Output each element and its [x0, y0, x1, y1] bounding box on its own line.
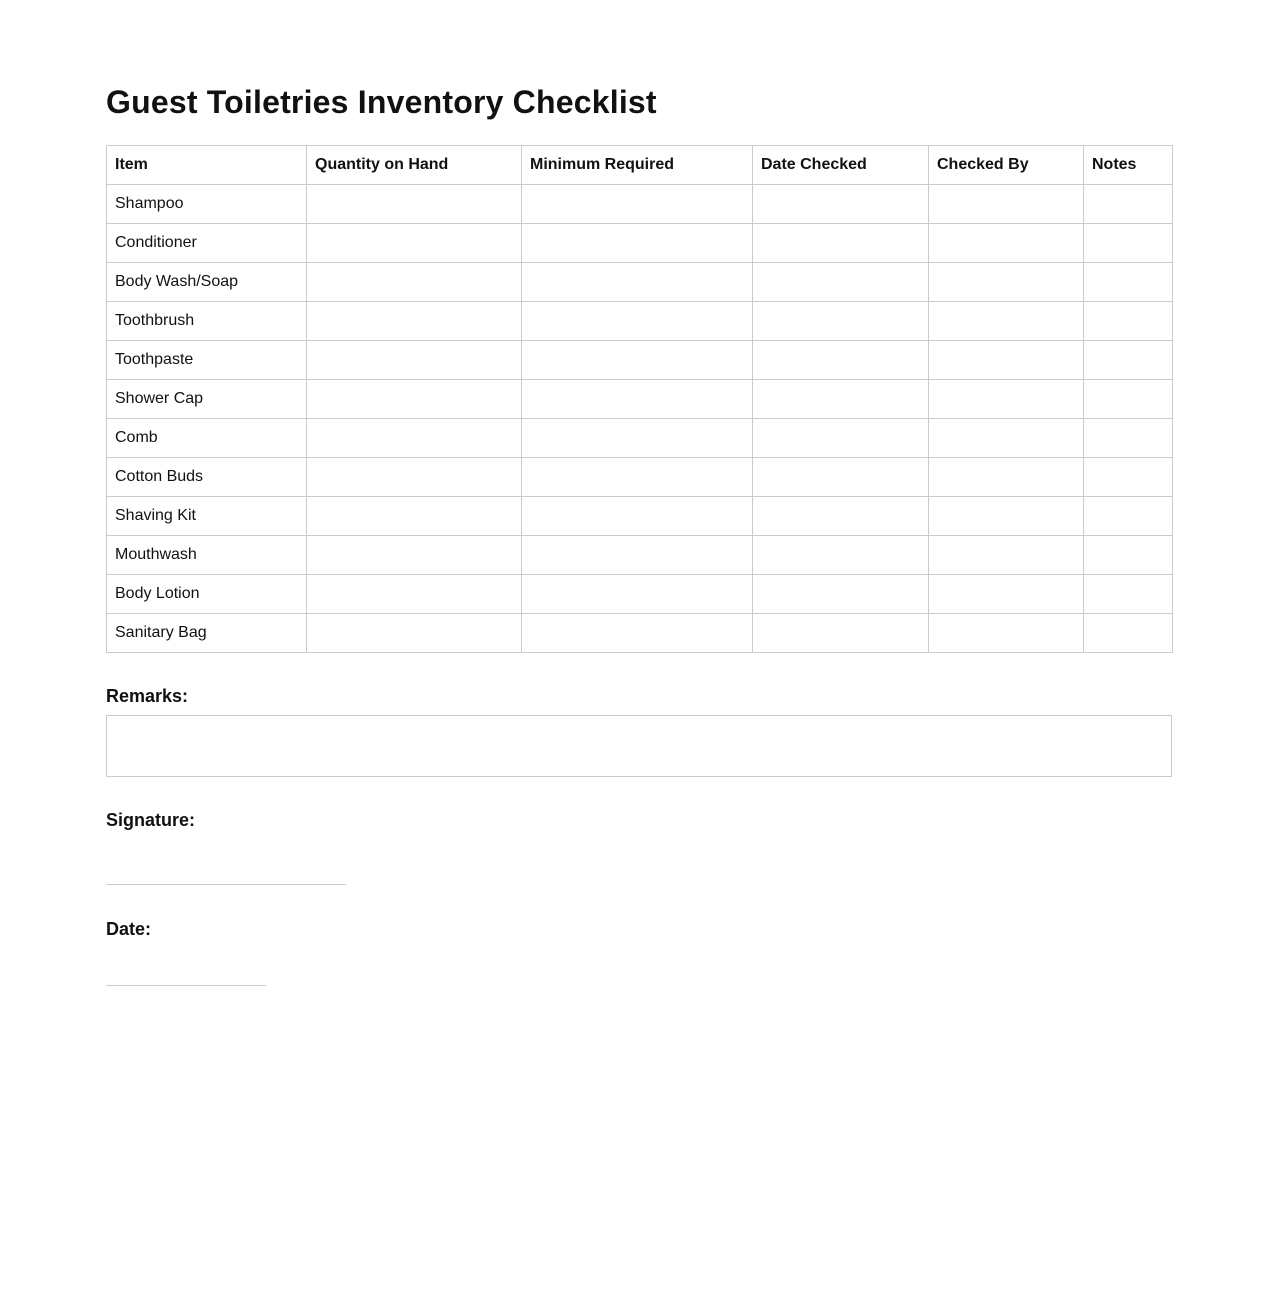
notes-cell[interactable]: [1084, 614, 1173, 653]
table-row: [107, 224, 1173, 263]
minimum-required-cell[interactable]: [522, 614, 753, 653]
item-cell: Cotton Buds: [107, 458, 307, 497]
checked-by-cell[interactable]: [929, 302, 1084, 341]
date-checked-cell[interactable]: [753, 458, 929, 497]
date-checked-cell[interactable]: [753, 263, 929, 302]
minimum-required-cell[interactable]: [522, 302, 753, 341]
item-cell: Comb: [107, 419, 307, 458]
notes-cell[interactable]: [1084, 536, 1173, 575]
quantity-on-hand-cell[interactable]: [307, 380, 522, 419]
column-header-item: Item: [107, 146, 307, 185]
table-header-row: [107, 146, 1173, 185]
checked-by-cell[interactable]: [929, 419, 1084, 458]
quantity-on-hand-cell[interactable]: [307, 497, 522, 536]
quantity-on-hand-cell[interactable]: [307, 614, 522, 653]
date-checked-cell[interactable]: [753, 536, 929, 575]
table-row: [107, 575, 1173, 614]
notes-cell[interactable]: [1084, 419, 1173, 458]
table-row: [107, 497, 1173, 536]
minimum-required-cell[interactable]: [522, 185, 753, 224]
item-cell: Conditioner: [107, 224, 307, 263]
minimum-required-cell[interactable]: [522, 419, 753, 458]
notes-cell[interactable]: [1084, 341, 1173, 380]
table-row: [107, 614, 1173, 653]
quantity-on-hand-cell[interactable]: [307, 458, 522, 497]
table-row: [107, 458, 1173, 497]
item-cell: Body Wash/Soap: [107, 263, 307, 302]
minimum-required-cell[interactable]: [522, 224, 753, 263]
quantity-on-hand-cell[interactable]: [307, 341, 522, 380]
checked-by-cell[interactable]: [929, 263, 1084, 302]
minimum-required-cell[interactable]: [522, 341, 753, 380]
checked-by-cell[interactable]: [929, 185, 1084, 224]
page-title: Guest Toiletries Inventory Checklist: [106, 84, 657, 120]
column-header-minimum-required: Minimum Required: [522, 146, 753, 185]
minimum-required-cell[interactable]: [522, 575, 753, 614]
table-row: [107, 341, 1173, 380]
date-checked-cell[interactable]: [753, 575, 929, 614]
remarks-box[interactable]: [106, 715, 1172, 777]
notes-cell[interactable]: [1084, 302, 1173, 341]
minimum-required-cell[interactable]: [522, 458, 753, 497]
item-cell: Sanitary Bag: [107, 614, 307, 653]
checked-by-cell[interactable]: [929, 458, 1084, 497]
date-checked-cell[interactable]: [753, 185, 929, 224]
quantity-on-hand-cell[interactable]: [307, 224, 522, 263]
item-cell: Toothbrush: [107, 302, 307, 341]
table-row: [107, 185, 1173, 224]
column-header-checked-by: Checked By: [929, 146, 1084, 185]
table-row: [107, 419, 1173, 458]
notes-cell[interactable]: [1084, 575, 1173, 614]
table-row: [107, 380, 1173, 419]
date-checked-cell[interactable]: [753, 614, 929, 653]
table-row: [107, 536, 1173, 575]
quantity-on-hand-cell[interactable]: [307, 302, 522, 341]
notes-cell[interactable]: [1084, 497, 1173, 536]
quantity-on-hand-cell[interactable]: [307, 185, 522, 224]
quantity-on-hand-cell[interactable]: [307, 419, 522, 458]
inventory-table: [106, 145, 1173, 653]
notes-cell[interactable]: [1084, 224, 1173, 263]
column-header-date-checked: Date Checked: [753, 146, 929, 185]
notes-cell[interactable]: [1084, 458, 1173, 497]
date-checked-cell[interactable]: [753, 224, 929, 263]
item-cell: Shaving Kit: [107, 497, 307, 536]
item-cell: Mouthwash: [107, 536, 307, 575]
date-checked-cell[interactable]: [753, 341, 929, 380]
item-cell: Shampoo: [107, 185, 307, 224]
signature-line[interactable]: [106, 884, 346, 885]
date-label: Date:: [106, 919, 152, 939]
minimum-required-cell[interactable]: [522, 536, 753, 575]
notes-cell[interactable]: [1084, 380, 1173, 419]
minimum-required-cell[interactable]: [522, 263, 753, 302]
item-cell: Toothpaste: [107, 341, 307, 380]
signature-label: Signature:: [106, 810, 196, 830]
minimum-required-cell[interactable]: [522, 380, 753, 419]
checked-by-cell[interactable]: [929, 224, 1084, 263]
date-line[interactable]: [106, 985, 266, 986]
remarks-label: Remarks:: [106, 686, 189, 706]
notes-cell[interactable]: [1084, 263, 1173, 302]
notes-cell[interactable]: [1084, 185, 1173, 224]
checked-by-cell[interactable]: [929, 497, 1084, 536]
date-checked-cell[interactable]: [753, 380, 929, 419]
column-header-notes: Notes: [1084, 146, 1173, 185]
quantity-on-hand-cell[interactable]: [307, 536, 522, 575]
item-cell: Shower Cap: [107, 380, 307, 419]
minimum-required-cell[interactable]: [522, 497, 753, 536]
checked-by-cell[interactable]: [929, 341, 1084, 380]
column-header-quantity-on-hand: Quantity on Hand: [307, 146, 522, 185]
checked-by-cell[interactable]: [929, 536, 1084, 575]
date-checked-cell[interactable]: [753, 302, 929, 341]
quantity-on-hand-cell[interactable]: [307, 575, 522, 614]
table-row: [107, 263, 1173, 302]
table-row: [107, 302, 1173, 341]
date-checked-cell[interactable]: [753, 497, 929, 536]
checked-by-cell[interactable]: [929, 614, 1084, 653]
date-checked-cell[interactable]: [753, 419, 929, 458]
quantity-on-hand-cell[interactable]: [307, 263, 522, 302]
checked-by-cell[interactable]: [929, 575, 1084, 614]
item-cell: Body Lotion: [107, 575, 307, 614]
checked-by-cell[interactable]: [929, 380, 1084, 419]
